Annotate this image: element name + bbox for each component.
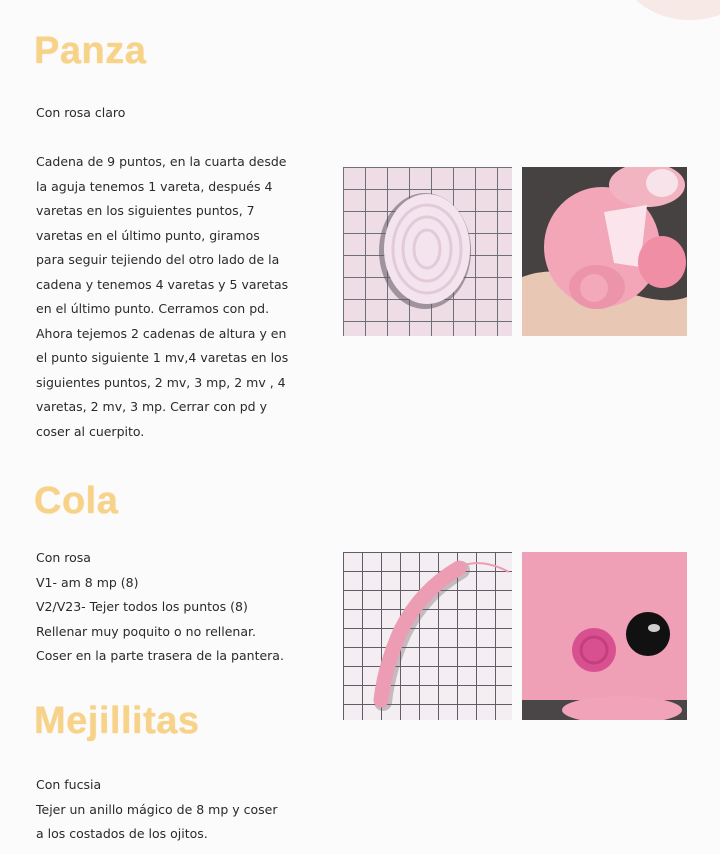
instruction-line: la aguja tenemos 1 vareta, después 4: [36, 178, 273, 194]
crochet-tail-illustration: [343, 552, 512, 720]
panza-instructions: [36, 150, 288, 444]
mejillitas-instructions: [36, 773, 278, 847]
instruction-line: V1- am 8 mp (8): [36, 574, 139, 590]
instruction-line: para seguir tejiendo del otro lado de la: [36, 252, 280, 267]
instruction-line: Con rosa: [36, 550, 91, 565]
doll-face-illustration: [522, 552, 687, 720]
instruction-line: a los costados de los ojitos.: [36, 826, 208, 841]
instruction-line: Coser en la parte trasera de la pantera.: [36, 648, 284, 663]
instruction-line: varetas en el último punto, giramos: [36, 227, 260, 243]
instruction-line: el punto siguiente 1 mv,4 varetas en los: [36, 350, 289, 365]
doll-in-hand-illustration: [522, 167, 687, 336]
instruction-line: varetas, 2 mv, 3 mp. Cerrar con pd y: [36, 399, 267, 414]
cola-instructions: [36, 546, 284, 669]
instruction-line: Con fucsia: [36, 777, 102, 792]
section-title-mejillitas: Mejillitas: [34, 700, 200, 742]
instruction-line: coser al cuerpito.: [36, 423, 145, 439]
instruction-line: Tejer un anillo mágico de 8 mp y coser: [36, 801, 278, 817]
panza-color-note: Con rosa claro: [36, 105, 126, 120]
instruction-line: cadena y tenemos 4 varetas y 5 varetas: [36, 276, 289, 292]
instruction-line: Rellenar muy poquito o no rellenar.: [36, 623, 256, 639]
instruction-line: siguientes puntos, 2 mv, 3 mp, 2 mv , 4: [36, 374, 286, 390]
instruction-line: en el último punto. Cerramos con pd.: [36, 301, 270, 316]
panza-doll-photo: [522, 167, 687, 336]
corner-decoration: [620, 0, 720, 20]
instruction-line: V2/V23- Tejer todos los puntos (8): [36, 599, 248, 614]
crochet-oval-illustration: [343, 167, 512, 336]
cola-tail-photo: [343, 552, 512, 720]
section-title-cola: Cola: [34, 480, 119, 522]
cola-face-photo: [522, 552, 687, 720]
instruction-line: varetas en los siguientes puntos, 7: [36, 203, 255, 218]
section-title-panza: Panza: [34, 30, 147, 72]
instruction-line: Cadena de 9 puntos, en la cuarta desde: [36, 154, 287, 169]
panza-piece-photo: [343, 167, 512, 336]
instruction-line: Ahora tejemos 2 cadenas de altura y en: [36, 325, 287, 341]
